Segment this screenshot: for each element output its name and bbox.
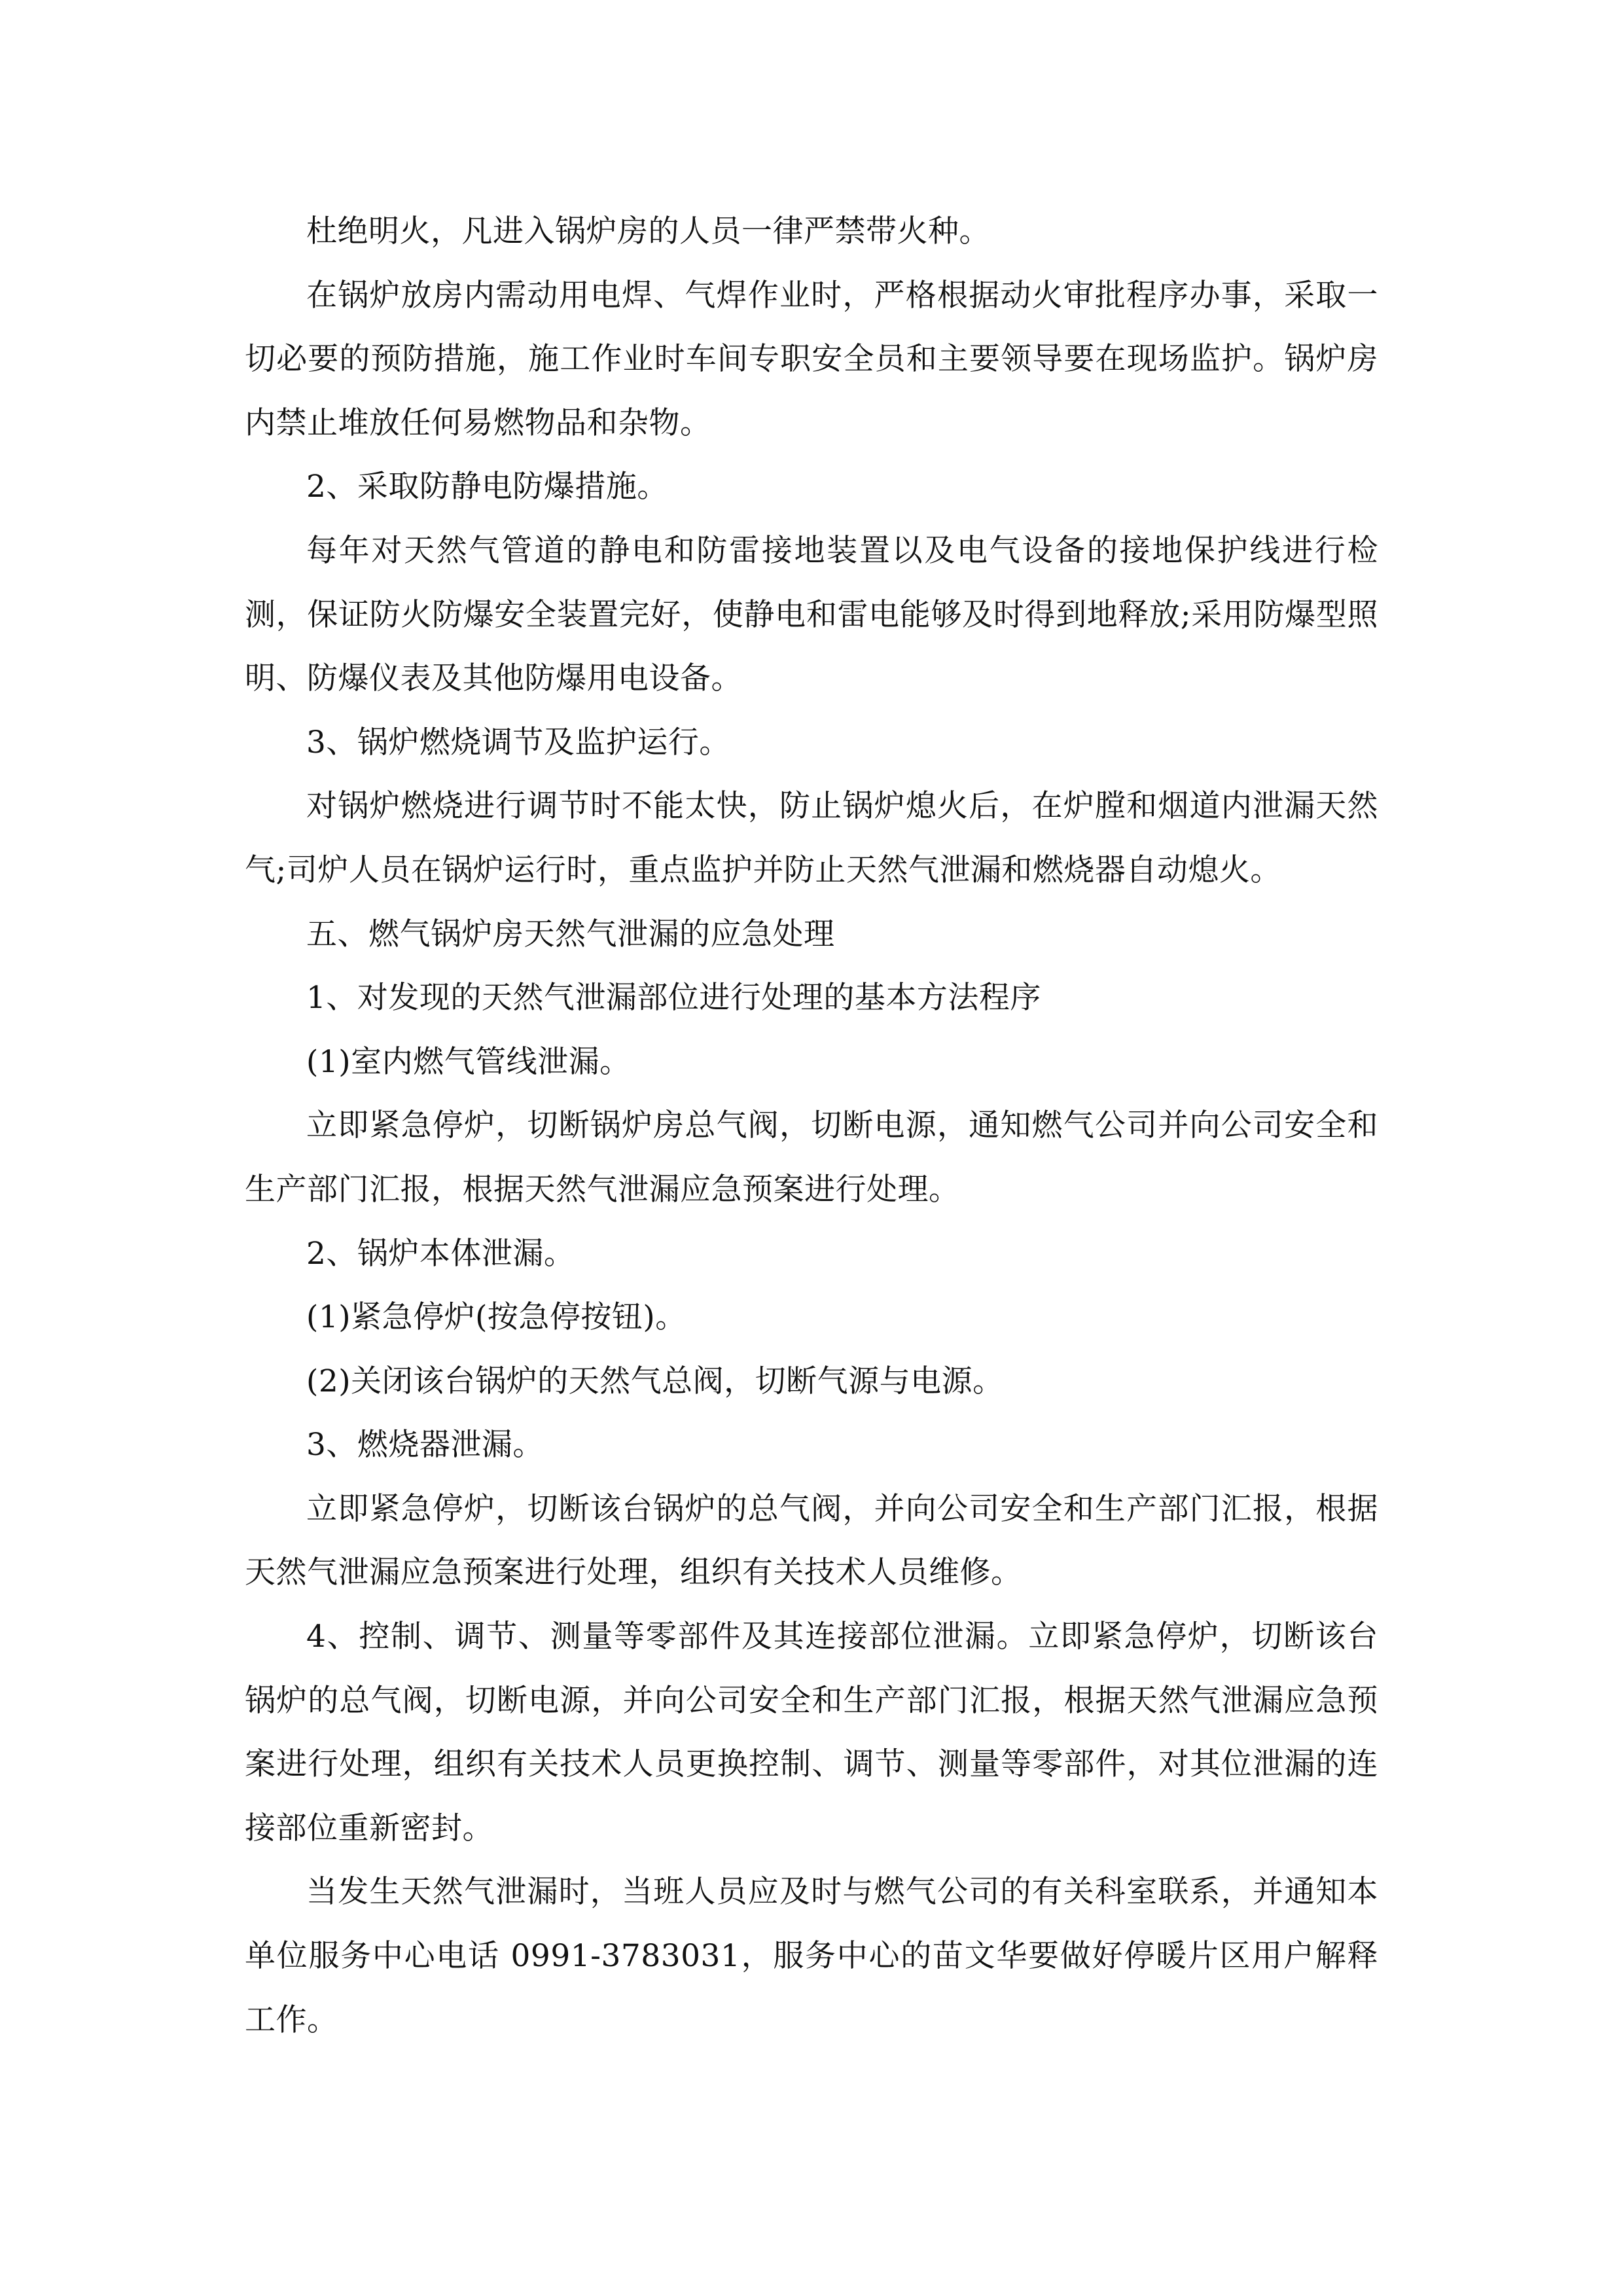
- heading-boiler-body-leak: 2、锅炉本体泄漏。: [306, 1235, 575, 1272]
- paragraph-indoor-leak-response: 立即紧急停炉，切断锅炉房总气阀，切断电源，通知燃气公司并向公司安全和生产部门汇报，根据天然气泄漏应急预案进行处理。: [245, 1107, 1378, 1208]
- document-body: [245, 200, 1378, 2052]
- paragraph-combustion-adjustment: 对锅炉燃烧进行调节时不能太快，防止锅炉熄火后，在炉膛和烟道内泄漏天然气;司炉人员在锅炉运行时，重点监护并防止天然气泄漏和燃烧器自动熄火。: [245, 788, 1378, 888]
- paragraph-component-leak: 4、控制、调节、测量等零部件及其连接部位泄漏。立即紧急停炉，切断该台锅炉的总气阀，切断电源，并向公司安全和生产部门汇报，根据天然气泄漏应急预案进行处理，组织有关技术人员更换控制、调节、测量等零部件，对其位泄漏的连接部位重新密封。: [245, 1619, 1378, 1846]
- heading-combustion-monitoring: 3、锅炉燃烧调节及监护运行。: [306, 724, 730, 761]
- step-close-main-valve: (2)关闭该台锅炉的天然气总阀，切断气源与电源。: [306, 1363, 1004, 1399]
- heading-burner-leak: 3、燃烧器泄漏。: [306, 1427, 544, 1463]
- heading-section-five: 五、燃气锅炉房天然气泄漏的应急处理: [306, 916, 835, 952]
- heading-antistatic-measures: 2、采取防静电防爆措施。: [306, 469, 668, 505]
- paragraph-annual-inspection: 每年对天然气管道的静电和防雷接地装置以及电气设备的接地保护线进行检测，保证防火防爆安全装置完好，使静电和雷电能够及时得到地释放;采用防爆型照明、防爆仪表及其他防爆用电设备。: [245, 532, 1378, 697]
- paragraph-welding-procedure: 在锅炉放房内需动用电焊、气焊作业时，严格根据动火审批程序办事，采取一切必要的预防措施，施工作业时车间专职安全员和主要领导要在现场监护。锅炉房内禁止堆放任何易燃物品和杂物。: [245, 277, 1378, 441]
- paragraph-fire-ban: 杜绝明火，凡进入锅炉房的人员一律严禁带火种。: [306, 213, 990, 249]
- paragraph-burner-leak-response: 立即紧急停炉，切断该台锅炉的总气阀，并向公司安全和生产部门汇报，根据天然气泄漏应急预案进行处理，组织有关技术人员维修。: [245, 1490, 1378, 1591]
- step-emergency-stop: (1)紧急停炉(按急停按钮)。: [306, 1299, 687, 1336]
- heading-indoor-pipeline-leak: (1)室内燃气管线泄漏。: [306, 1043, 631, 1080]
- heading-basic-procedure: 1、对发现的天然气泄漏部位进行处理的基本方法程序: [306, 980, 1041, 1016]
- paragraph-notification-contact: 当发生天然气泄漏时，当班人员应及时与燃气公司的有关科室联系，并通知本单位服务中心电话 0991-3783031，服务中心的苗文华要做好停暖片区用户解释工作。: [245, 1874, 1378, 2038]
